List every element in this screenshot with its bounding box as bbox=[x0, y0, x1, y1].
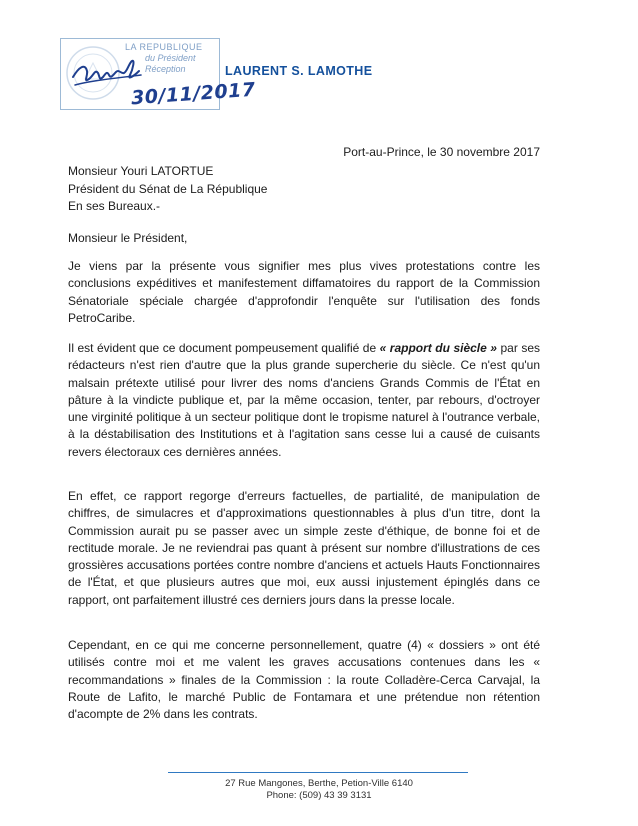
recipient-address: En ses Bureaux.- bbox=[68, 199, 161, 213]
recipient-block bbox=[68, 163, 267, 216]
footer-phone: Phone: (509) 43 39 3131 bbox=[266, 790, 372, 801]
stamp-line-3: Réception bbox=[145, 64, 186, 74]
stamp-line-1: LA REPUBLIQUE bbox=[125, 42, 203, 52]
sender-name: LAURENT S. LAMOTHE bbox=[225, 64, 373, 78]
paragraph-2-emphasis: « rapport du siècle » bbox=[379, 341, 497, 355]
footer-address: 27 Rue Mangones, Berthe, Petion-Ville 6140 bbox=[225, 778, 413, 789]
stamp-line-2: du Président bbox=[145, 53, 196, 63]
recipient-name: Monsieur Youri LATORTUE bbox=[68, 164, 214, 178]
reception-stamp bbox=[60, 38, 257, 110]
handwritten-date: 30/11/2017 bbox=[130, 78, 257, 110]
salutation: Monsieur le Président, bbox=[68, 231, 188, 245]
paragraph-3: En effet, ce rapport regorge d'erreurs factuelles, de partialité, de manipulation de chiffres, de simulacres et d'approximations questionnables à plus d'un titre, dont la Commission aurait pu se passer avec un simple zeste d'éthique, de bonne foi et de rectitude morale. Je ne reviendrai pas quant à présent sur nombre d'illustrations de ces grossières accusations portées contre nombre d'anciens et actuels Hauts Fonctionnaires de l'État, et que plusieurs autres que moi, eux aussi injustement épinglés dans ce rapport, ont parfaitement illustré ces derniers jours dans la presse locale. bbox=[68, 489, 540, 607]
recipient-title: Président du Sénat de La République bbox=[68, 181, 268, 196]
paragraph-2-rest: par ses rédacteurs n'est rien d'autre que la plus grande supercherie du siècle. Ce n'est qu'un malsain prétexte utilisé pour livrer des noms d'anciens Grands Commis de l'État en pâture à la vindicte publique et, par la même occasion, tenter, par rebours, d'octroyer une virginité politique à un secteur politique dont le tropisme naturel à l'outrance verbale, à la déstabilisation des Institutions et à l'agitation sans cesse lui a causé de cuisants revers électoraux ces dernières années. bbox=[68, 341, 541, 459]
footer-divider bbox=[168, 772, 468, 773]
paragraph-1: Je viens par la présente vous signifier mes plus vives protestations contre les conclusions expéditives et manifestement diffamatoires du rapport de la Commission Sénatoriale spéciale chargée d'approfondir l'enquête sur l'utilisation des fonds PetroCaribe. bbox=[68, 259, 540, 325]
paragraph-2 bbox=[68, 340, 540, 461]
paragraph-2-start: Il est évident que ce document pompeusement qualifié de bbox=[68, 341, 380, 355]
place-date: Port-au-Prince, le 30 novembre 2017 bbox=[343, 145, 540, 159]
paragraph-4: Cependant, en ce qui me concerne personnellement, quatre (4) « dossiers » ont été utilisés contre moi et me valent les graves accusations contenues dans les « recommandations » finales de la Commission : la route Colladère-Cerca Carvajal, la Route de Lafito, le marché Public de Fontamara et une prétendue non rétention d'acompte de 2% dans les contrats. bbox=[68, 638, 540, 722]
